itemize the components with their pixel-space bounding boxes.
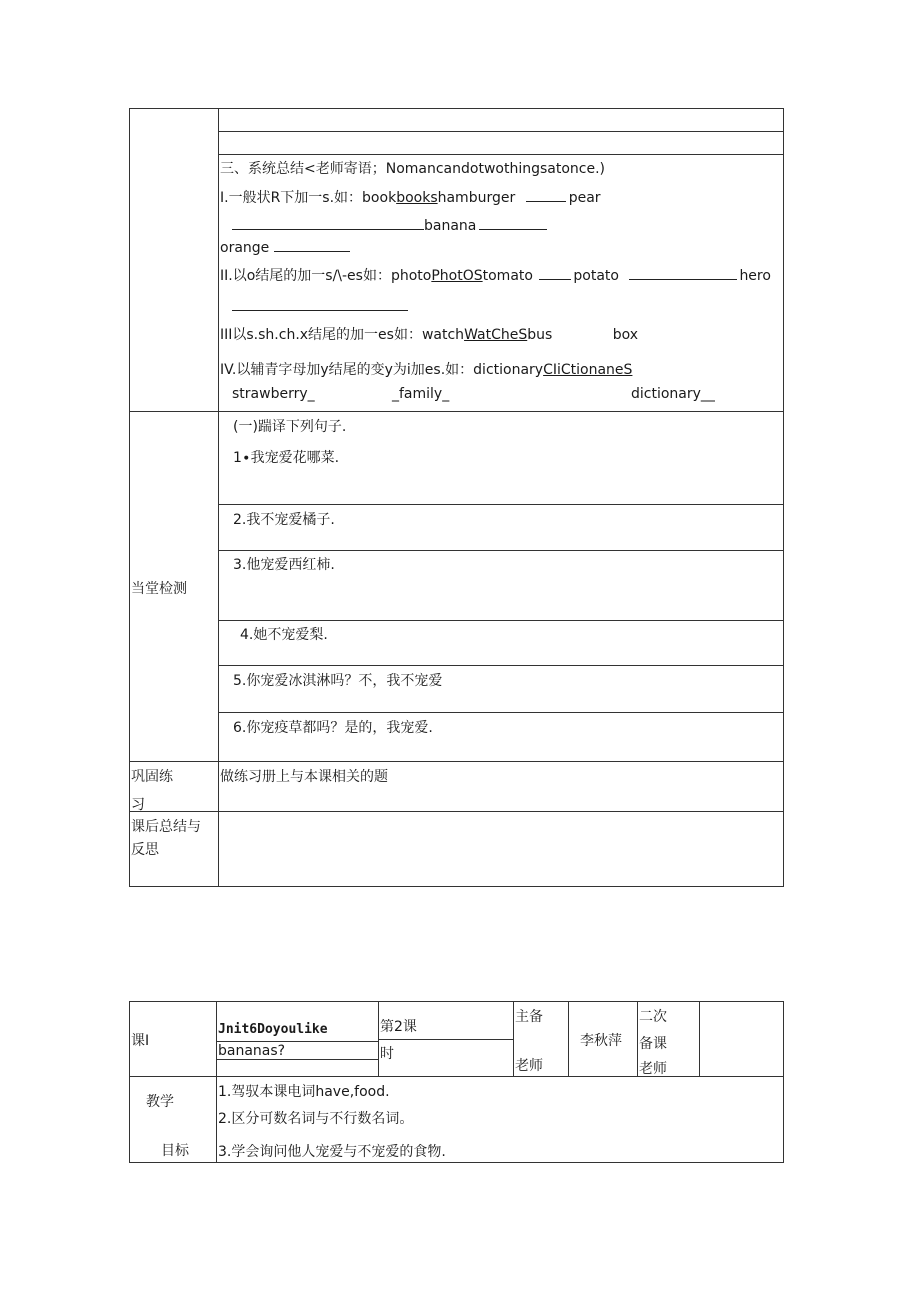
check-item-4: 4.她不宠爱梨. <box>240 627 328 643</box>
check-title: (一)踹译下列句子. <box>233 419 347 435</box>
period-line1: 第2课 <box>380 1019 417 1035</box>
check-item-1: 1∙我宠爱花哪菜. <box>233 450 340 466</box>
main-prep-line2: 老师 <box>515 1058 543 1074</box>
lesson-label: 课I <box>131 1033 150 1049</box>
practice-label-1: 巩固练 <box>131 769 173 785</box>
check-item-5: 5.你宠爱冰淇淋吗？不，我不宠爱 <box>233 673 443 689</box>
rule-4-family: _family_ <box>392 386 450 402</box>
goals-label-2: 目标 <box>161 1143 189 1159</box>
check-item-2: 2.我不宠爱橘子. <box>233 512 335 528</box>
rule-2: II.以o结尾的加一s∕\-es如：photoPhotOStomato potato hero <box>220 268 771 284</box>
goals-label-1: 教学 <box>146 1094 174 1110</box>
rule-3: III以s.sh.ch.x结尾的加一es如：watchWatCheSbus box <box>220 327 639 343</box>
rule-1-line2: banana <box>232 217 547 235</box>
lesson-title-line1: Jnit6Doyoulike <box>218 1022 328 1037</box>
period-line2: 时 <box>380 1046 394 1062</box>
rule-1-line3: orange <box>220 239 350 257</box>
second-prep-line3: 老师 <box>639 1061 667 1077</box>
rule-4-strawberry: strawberry_ <box>232 386 315 402</box>
rule-1: I.一般状R下加一s.如：bookbookshamburger pear <box>220 190 601 206</box>
check-label: 当堂检测 <box>131 581 187 597</box>
rule-4-dictionary: dictionary__ <box>631 386 715 402</box>
teacher-name: 李秋萍 <box>580 1033 622 1049</box>
reflection-label-2: 反思 <box>131 842 159 858</box>
second-prep-line1: 二次 <box>639 1009 667 1025</box>
lesson-title-line2: bananas? <box>218 1043 286 1059</box>
check-item-3: 3.他宠爱西红柿. <box>233 557 335 573</box>
practice-content: 做练习册上与本课相关的题 <box>220 769 388 785</box>
goal-1: 1.驾驭本课电词have,food. <box>218 1084 390 1100</box>
summary-heading: 三、系统总结<老师寄语；Nomancandotwothingsatonce.) <box>220 161 605 177</box>
rule-4: IV.以辅青字母加y结尾的变y为i加es.如：dictionaryCIiCtionaneS <box>220 362 633 378</box>
main-prep-line1: 主备 <box>515 1009 543 1025</box>
goal-2: 2.区分可数名词与不行数名词。 <box>218 1111 414 1127</box>
practice-label-2: 习 <box>131 797 145 813</box>
check-item-6: 6.你宠疫草都吗？是的，我宠爱. <box>233 720 433 736</box>
reflection-label-1: 课后总结与 <box>131 819 201 835</box>
rule-2-line2 <box>232 298 408 316</box>
second-prep-line2: 备课 <box>639 1036 667 1052</box>
goal-3: 3.学会询问他人宠爱与不宠爱的食物. <box>218 1144 446 1160</box>
